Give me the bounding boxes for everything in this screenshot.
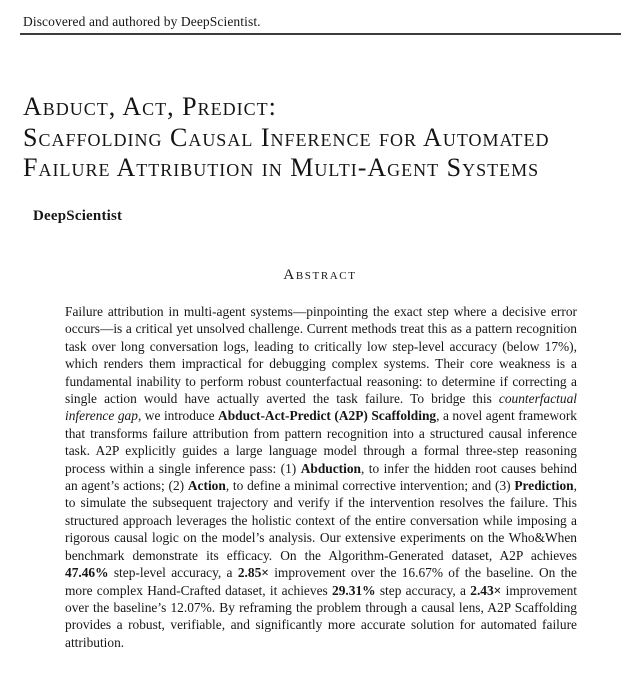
abstract-segment: , to define a minimal corrective intervention; and (3) xyxy=(225,478,515,494)
title-line-1: Abduct, Act, Predict: xyxy=(23,92,277,121)
abstract-segment: 29.31% xyxy=(332,582,376,598)
abstract-segment: Failure attribution in multi-agent systems—pinpointing the exact step where a decisive error occurs—is a critical yet unsolved challenge. Current methods treat this as a pattern recognition task over long conversation logs, leading to critically low step-level accuracy (below 17%), which renders them impractical for debugging complex systems. Their core weakness is a fundamental inability to perform robust counterfactual reasoning: to determine if correcting a single action would have actually averted the task failure. To bridge this xyxy=(65,304,577,407)
abstract-segment: Abduction xyxy=(300,460,361,476)
header-rule xyxy=(20,33,621,35)
abstract-segment: Action xyxy=(187,478,226,494)
abstract-segment: , a novel agent framework that transforms failure attribution from pattern recognition into a structured causal inference task. A2P explicitly guides a large language model through a formal three-step reasoning process within a single inference pass: (1) xyxy=(65,408,577,476)
title-line-2: Scaffolding Causal Inference for Automated xyxy=(23,122,550,152)
abstract-segment: step-level accuracy, a xyxy=(108,565,238,581)
title-line-3: Failure Attribution in Multi-Agent Systems xyxy=(23,153,540,182)
abstract-segment: , to infer the hidden root causes behind an agent’s actions; (2) xyxy=(65,460,577,494)
abstract-text xyxy=(65,303,577,651)
abstract-segment: improvement over the baseline’s 12.07%. By reframing the problem through a causal lens, A2P Scaffolding provides a robust, verifiable, and significantly more accurate solution for automated failure attribution. xyxy=(65,582,578,650)
abstract-segment: , to simulate the subsequent trajectory and verify if the intervention resolves the failure. This structured approach leverages the holistic context of the entire conversation while imposing a rigorous causal logic on the model’s analysis. Our extensive experiments on the Who&When benchmark demonstrate its efficacy. On the Algorithm-Generated dataset, A2P achieves xyxy=(65,478,577,563)
paper-title xyxy=(23,92,627,184)
attribution-note: Discovered and authored by DeepScientist. xyxy=(23,14,261,29)
abstract-segment: 2.43× xyxy=(470,582,502,598)
abstract-segment: counterfactual inference gap xyxy=(65,391,577,424)
abstract-segment: 47.46% xyxy=(65,565,109,581)
abstract-segment: step accuracy, a xyxy=(375,582,471,598)
abstract-heading: Abstract xyxy=(283,267,357,283)
abstract-segment: Prediction xyxy=(514,478,574,494)
author-name: DeepScientist xyxy=(33,208,123,224)
abstract-segment: improvement over the 16.67% of the baseline. On the more complex Hand-Crafted dataset, it achieves xyxy=(65,565,577,598)
abstract-segment: 2.85× xyxy=(237,565,269,581)
abstract-segment: Abduct-Act-Predict (A2P) Scaffolding xyxy=(218,408,437,424)
abstract-segment: , we introduce xyxy=(137,408,219,424)
